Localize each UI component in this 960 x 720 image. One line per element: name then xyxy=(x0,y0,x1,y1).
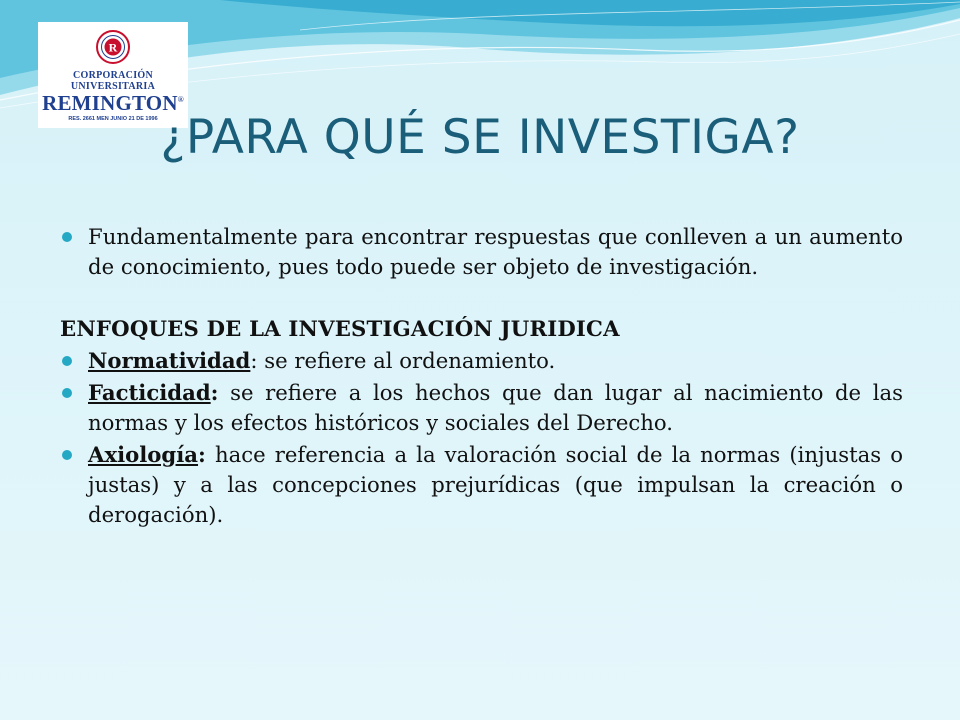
bullet-icon xyxy=(62,356,72,366)
item-term: Axiología xyxy=(88,442,199,467)
svg-text:R: R xyxy=(108,40,118,55)
registered-mark: ® xyxy=(177,95,184,104)
item-term: Facticidad xyxy=(88,380,211,405)
university-seal-icon xyxy=(96,30,130,64)
item-text: se refiere a los hechos que dan lugar al nacimiento de las normas y los efectos históricos y sociales del Derecho. xyxy=(88,380,903,435)
bullet-icon xyxy=(62,450,72,460)
item-text: se refiere al ordenamiento. xyxy=(257,348,556,373)
item-text: hace referencia a la valoración social de la normas (injustas o justas) y a las concepciones prejurídicas (que impulsan la creación o derogación). xyxy=(88,442,903,527)
logo-resolution-text: RES. 2661 MEN JUNIO 21 DE 1996 xyxy=(68,116,158,122)
list-item-axiologia xyxy=(60,440,903,530)
item-separator: : xyxy=(210,380,219,405)
logo-text-line-1: CORPORACIÓN xyxy=(73,70,153,81)
logo-brand-name: REMINGTON xyxy=(42,91,178,115)
item-separator: : xyxy=(250,348,258,373)
intro-text: Fundamentalmente para encontrar respuestas que conlleven a un aumento de conocimiento, pues todo puede ser objeto de investigación. xyxy=(88,224,903,279)
logo-text-line-2: UNIVERSITARIA xyxy=(70,81,156,92)
list-item-normatividad xyxy=(60,346,903,376)
bullet-icon xyxy=(62,232,72,242)
slide-title: ¿PARA QUÉ SE INVESTIGA? xyxy=(160,110,800,165)
intro-bullet xyxy=(60,222,903,282)
item-term: Normatividad xyxy=(88,348,251,373)
section-heading: ENFOQUES DE LA INVESTIGACIÓN JURIDICA xyxy=(60,316,620,341)
item-separator: : xyxy=(198,442,206,467)
slide-body xyxy=(60,222,903,530)
bullet-icon xyxy=(62,388,72,398)
list-item-facticidad xyxy=(60,378,903,438)
